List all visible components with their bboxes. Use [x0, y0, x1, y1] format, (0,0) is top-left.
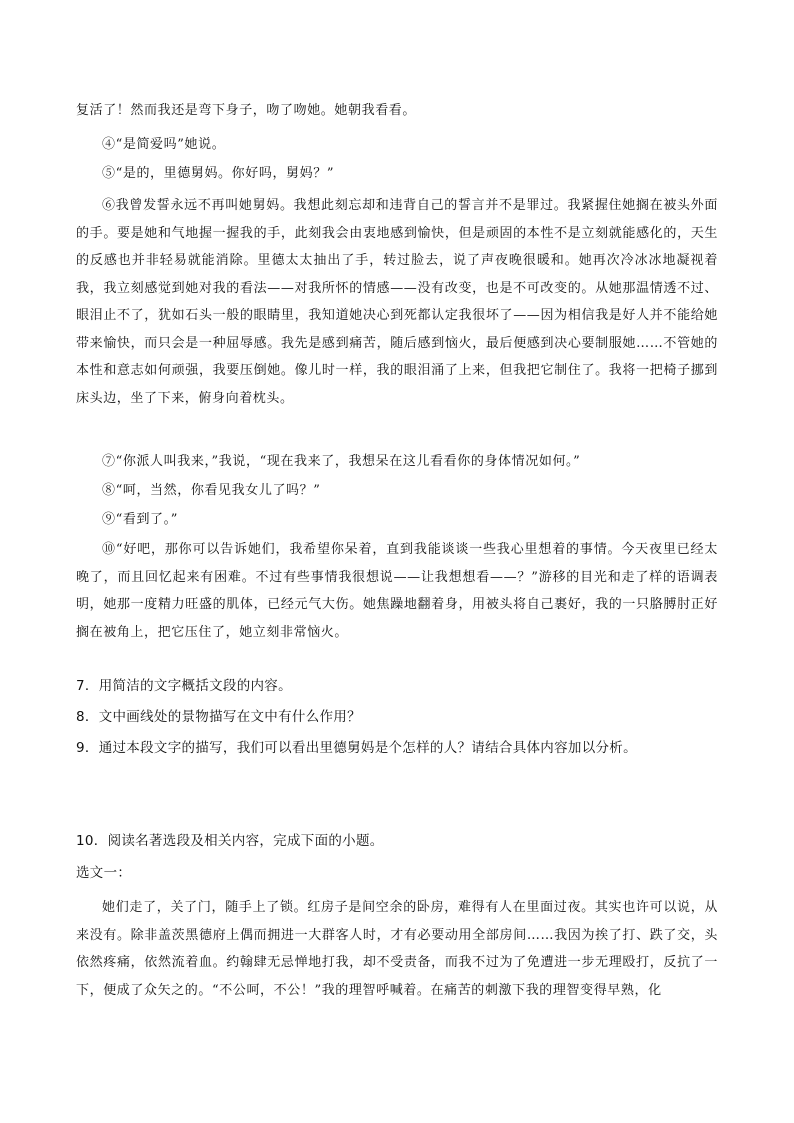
passage-paragraph-5: ⑤“是的，里德舅妈。你好吗，舅妈？” — [102, 166, 335, 181]
passage-paragraph-8: ⑧“呵，当然，你看见我女儿了吗？” — [102, 483, 321, 498]
question-10: 10．阅读名著选段及相关内容，完成下面的小题。 — [76, 833, 384, 849]
passage-paragraph-10: ⑩“好吧，那你可以告诉她们，我希望你呆着，直到我能谈谈一些我心里想着的事情。今天夜里已经太晚了，而且回忆起来有困难。不过有些事情我很想说——让我想想看——？”游移的目光和走了样的语调表明，她那一度精力旺盛的肌体，已经元气大伤。她焦躁地翻着身，用被头将自己裹好，我的一只胳膊肘正好搁在被角上，把它压住了，她立刻非常恼火。 — [76, 542, 718, 640]
excerpt-paragraph: 她们走了，关了门，随手上了锁。红房子是间空余的卧房，难得有人在里面过夜。其实也许可以说，从来没有。除非盖茨黑德府上偶而拥进一大群客人时，才有必要动用全部房间……我因为挨了打、跌了交，头依然疼痛，依然流着血。约翰肆无忌惮地打我，却不受责备，而我不过为了免遭进一步无理殴打，反抗了一下，便成了众矢之的。“不公呵，不公！”我的理智呼喊着。在痛苦的刺激下我的理智变得早熟，化 — [76, 900, 718, 998]
passage-paragraph-6: ⑥我曾发誓永远不再叫她舅妈。我想此刻忘却和违背自己的誓言并不是罪过。我紧握住她搁在被头外面的手。要是她和气地握一握我的手，此刻我会由衷地感到愉快，但是顽固的本性不是立刻就能感化的，天生的反感也并非轻易就能消除。里德太太抽出了手，转过脸去，说了声夜晚很暖和。她再次冷冰冰地凝视着我，我立刻感觉到她对我的看法——对我所怀的情感——没有改变，也是不可改变的。从她那温情透不过、眼泪止不了，犹如石头一般的眼睛里，我知道她决心到死都认定我很坏了——因为相信我是好人并不能给她带来愉快，而只会是一种屈辱感。我先是感到痛苦，随后感到恼火，最后便感到决心要制服她……不管她的本性和意志如何顽强，我要压倒她。像儿时一样，我的眼泪涌了上来，但我把它制住了。我将一把椅子挪到床头边，坐了下来，俯身向着枕头。 — [76, 198, 718, 406]
question-8: 8．文中画线处的景物描写在文中有什么作用？ — [76, 709, 361, 725]
passage-paragraph-7: ⑦“你派人叫我来，”我说，“现在我来了，我想呆在这儿看看你的身体情况如何。” — [102, 454, 581, 469]
question-7: 7．用简洁的文字概括文段的内容。 — [76, 678, 292, 694]
question-9: 9．通过本段文字的描写，我们可以看出里德舅妈是个怎样的人？请结合具体内容加以分析。 — [76, 740, 637, 756]
passage-paragraph-4: ④“是简爱吗”她说。 — [102, 137, 226, 152]
excerpt-label: 选文一： — [76, 865, 132, 881]
passage-paragraph-top: 复活了！然而我还是弯下身子，吻了吻她。她朝我看看。 — [76, 103, 417, 118]
passage-paragraph-9: ⑨“看到了。” — [102, 512, 178, 527]
